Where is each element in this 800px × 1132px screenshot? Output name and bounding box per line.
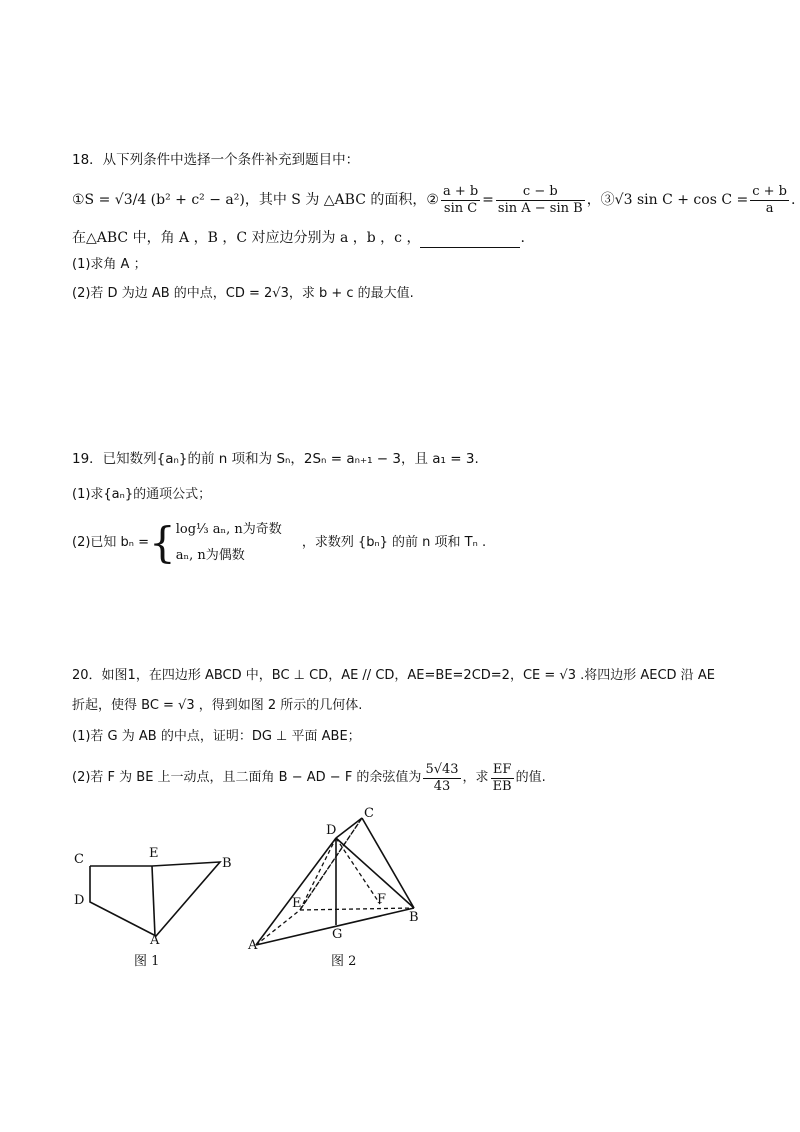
q18-part2: (2)若 D 为边 AB 的中点，CD = 2√3，求 b + c 的最大值.: [72, 286, 414, 301]
q19-header: 19．已知数列{aₙ}的前 n 项和为 Sₙ，2Sₙ = aₙ₊₁ − 3，且 a₁ = 3.: [72, 451, 479, 467]
figure1-segment-ae: [152, 866, 155, 936]
q19-case-odd: log⅓ aₙ, n为奇数: [175, 522, 282, 537]
figure2-point-e: E: [292, 896, 302, 911]
figure2-point-g: G: [332, 927, 343, 942]
q18-line2: 在△ABC 中，角 A ，B ，C 对应边分别为 a ，b ，c ， .: [72, 230, 525, 246]
figure2-point-f: F: [377, 892, 387, 907]
q18-option2-prefix: ②: [426, 192, 439, 208]
q20-part2-suffix: 的值.: [515, 770, 546, 785]
q20-part1: (1)若 G 为 AB 的中点，证明：DG ⊥ 平面 ABE；: [72, 729, 361, 744]
figure1-point-c: C: [74, 852, 84, 867]
q18-option3-prefix: ，③√3 sin C + cos C =: [586, 192, 749, 208]
q18-options: ①S = √3/4 (b² + c² − a²)，其中 S 为 △ABC 的面积， ② $\frac{a + b}{\text{sin C}}$ = $\frac{c - b}{\text{sin A − sin B}}$ ，③√3 sin C + cos C = $\frac{c + b}{a}$ .: [72, 183, 796, 216]
q18-part1: (1)求角 A ；: [72, 257, 147, 272]
q19-part2: [72, 513, 486, 573]
figure2-point-b: B: [409, 910, 419, 925]
q18-option3-fraction: $\frac{c + b}{a}$: [752, 183, 787, 216]
q19-cases: [176, 517, 282, 569]
figure2-point-a: A: [248, 938, 258, 953]
figure1-point-b: B: [222, 856, 232, 871]
figure2-point-c: C: [364, 806, 374, 821]
figure2-diagram: [248, 800, 438, 960]
answer-blank[interactable]: [420, 233, 520, 248]
figure1-caption: 图 1: [134, 954, 160, 969]
q20-cosine-fraction: $\frac{5√43}{43}$: [425, 761, 459, 794]
q18-header: 18．从下列条件中选择一个条件补充到题目中：: [72, 152, 360, 168]
q20-line2: 折起，使得 BC = √3 ，得到如图 2 所示的几何体.: [72, 698, 363, 713]
figure1-point-e: E: [149, 846, 159, 861]
q20-part2-mid: ，求: [462, 770, 489, 785]
q18-option1: ①S = √3/4 (b² + c² − a²)，其中 S 为 △ABC 的面积，: [72, 192, 427, 208]
q20-part2-prefix: (2)若 F 为 BE 上一动点，且二面角 B − AD − F 的余弦值为: [72, 770, 422, 785]
q19-part1: (1)求{aₙ}的通项公式；: [72, 487, 212, 502]
q19-part2-prefix: (2)已知 bₙ =: [72, 535, 150, 550]
q19-part2-suffix: ，求数列 {bₙ} 的前 n 项和 Tₙ .: [301, 535, 487, 550]
q19-case-even: aₙ, n为偶数: [175, 548, 245, 563]
q18-option2-right-fraction: $\frac{c - b}{\text{sin A − sin B}}$: [497, 183, 583, 216]
q20-part2: [72, 758, 546, 798]
q18-option2-left-fraction: $\frac{a + b}{\text{sin C}}$: [442, 183, 479, 216]
q20-header: 20．如图1，在四边形 ABCD 中，BC ⊥ CD，AE // CD，AE=BE=2CD=2，CE = √3 .将四边形 AECD 沿 AE: [72, 668, 715, 683]
figure2-caption: 图 2: [331, 954, 357, 969]
q20-ratio-fraction: $\frac{EF}{EB}$: [492, 761, 512, 794]
case-brace: {: [149, 518, 176, 567]
figure1-point-d: D: [74, 893, 85, 908]
figure1-point-a: A: [150, 933, 160, 948]
figure2-point-d: D: [326, 823, 337, 838]
